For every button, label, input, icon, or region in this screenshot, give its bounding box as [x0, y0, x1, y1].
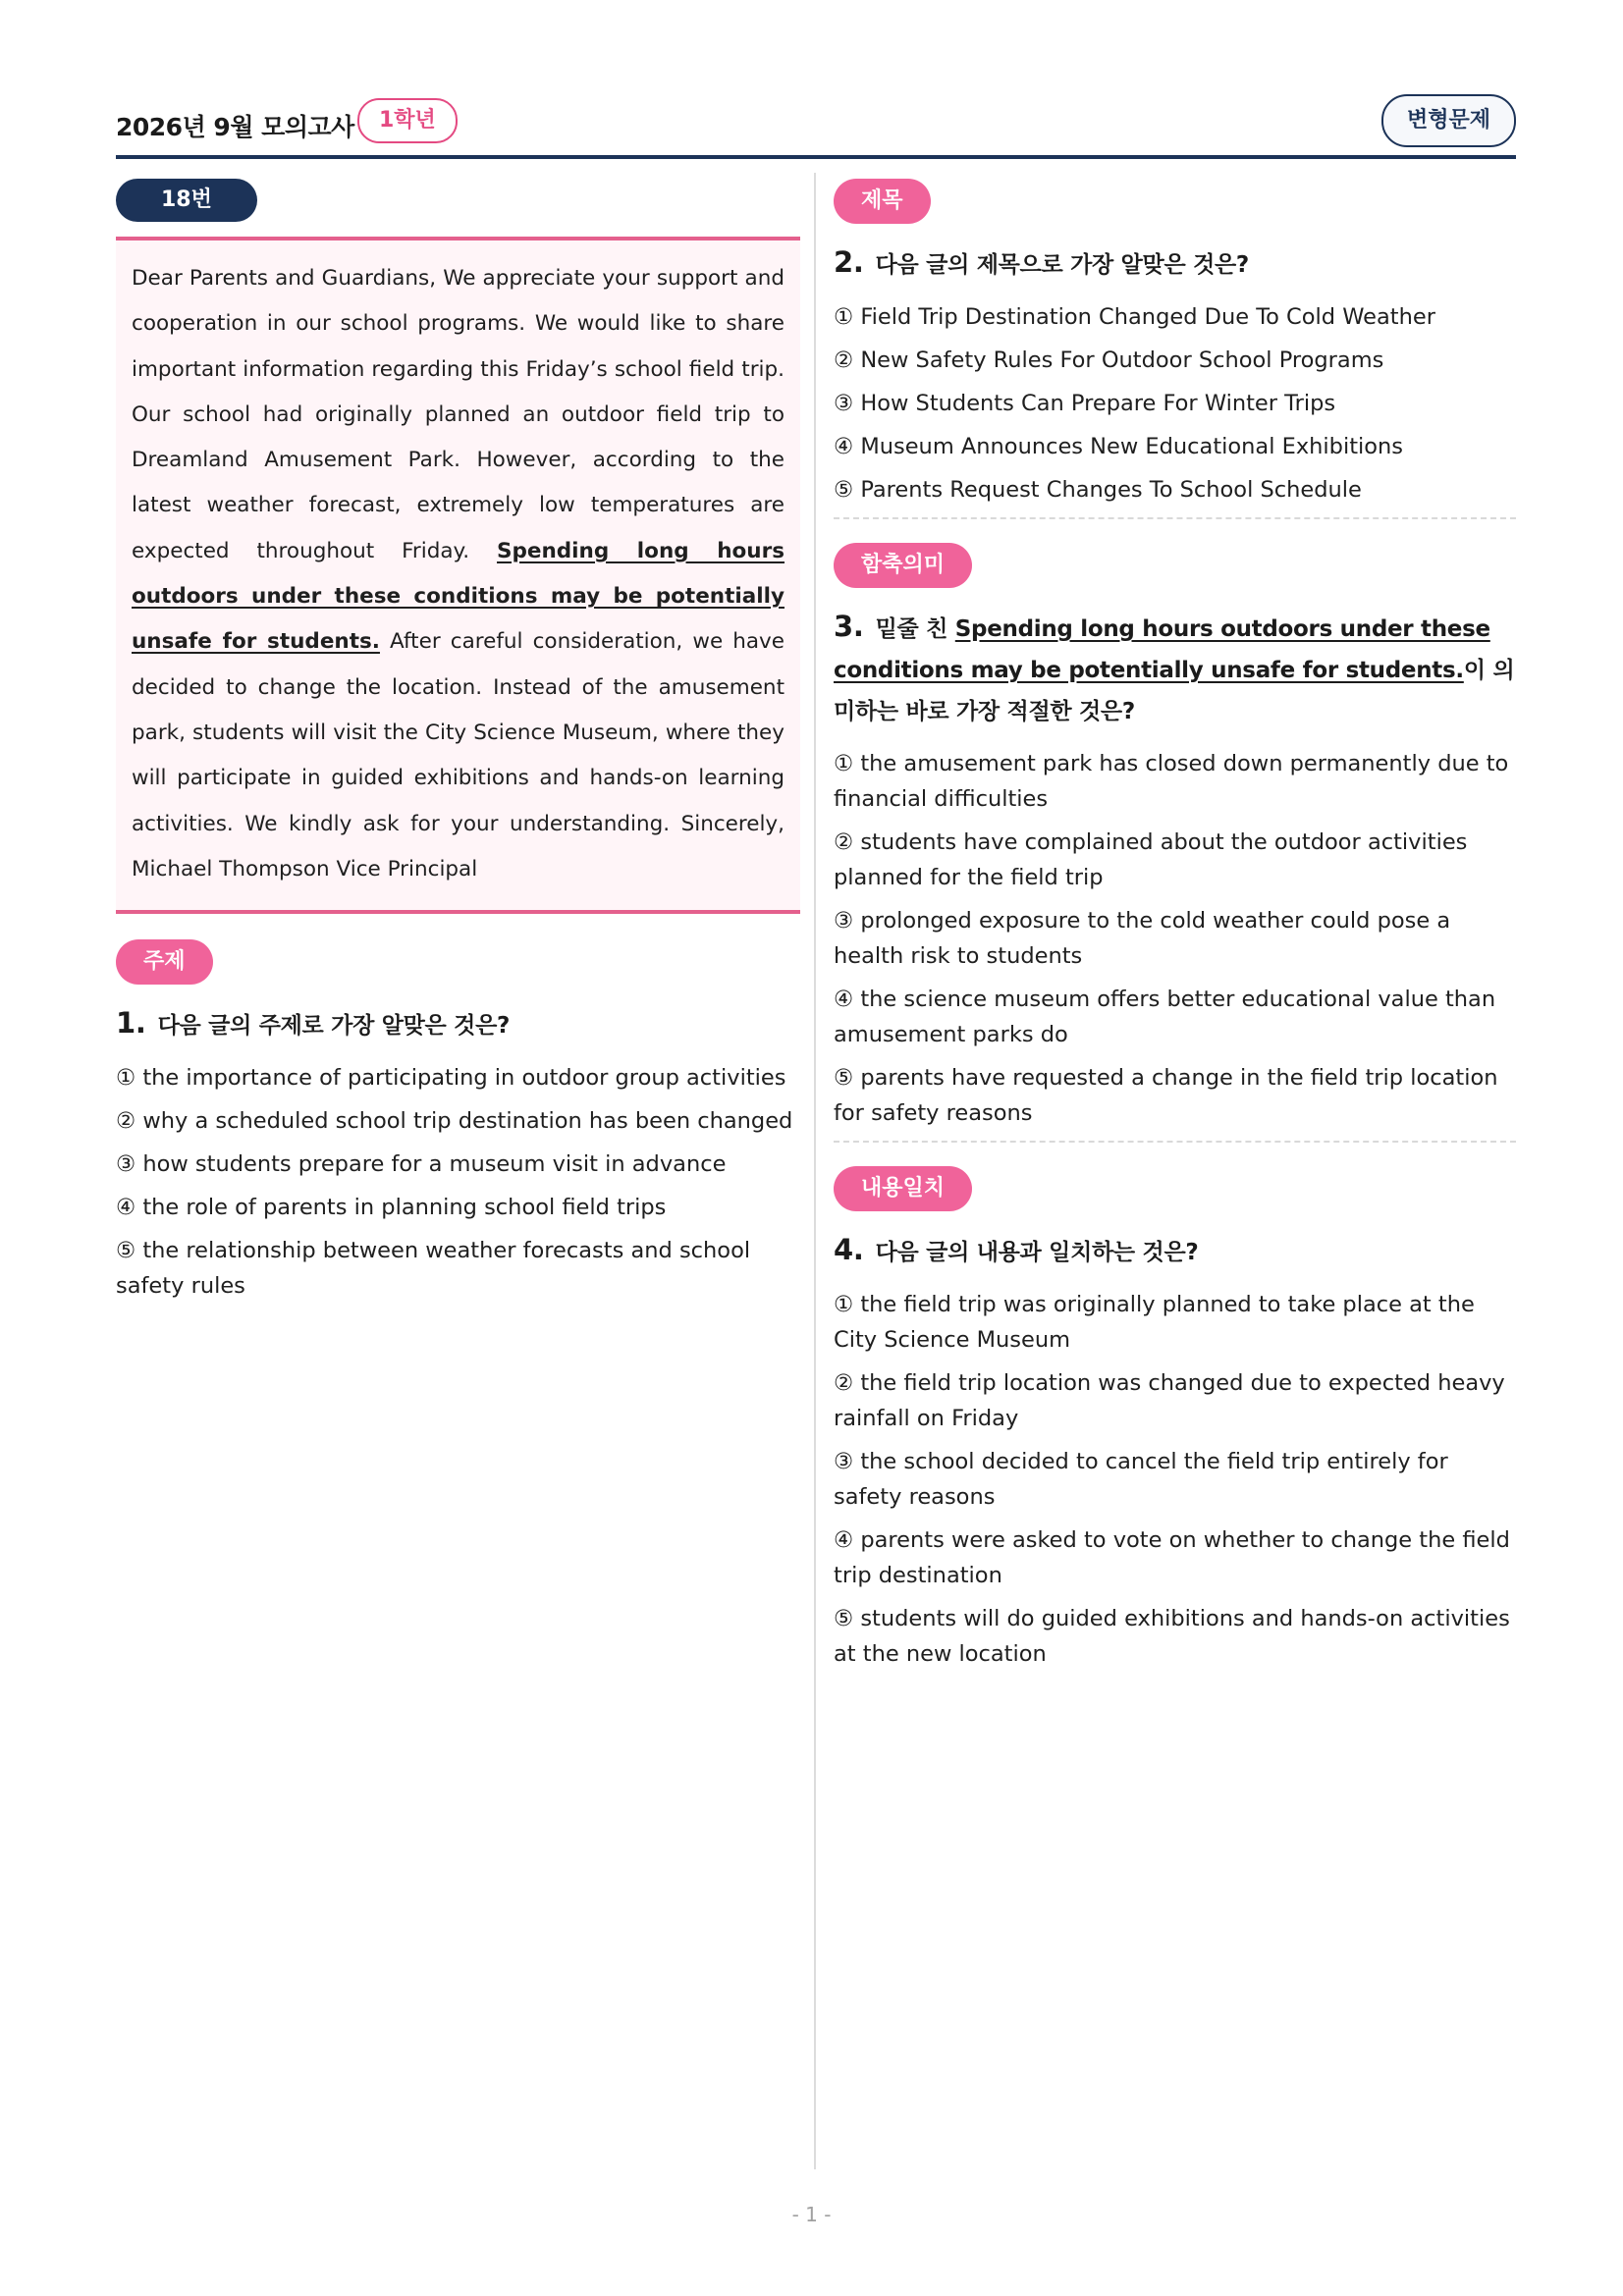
passage-underlined-sentence: Spending long hours outdoors under these conditions may be potentially unsafe for students. — [132, 538, 785, 655]
choice-item[interactable]: ⑤ students will do guided exhibitions and hands-on activities at the new location — [834, 1606, 1510, 1667]
choice-item[interactable]: ② why a scheduled school trip destination has been changed — [116, 1108, 793, 1135]
header-divider — [116, 155, 1516, 159]
variant-badge: 변형문제 — [1381, 94, 1516, 147]
question-text: 다음 글의 내용과 일치하는 것은? — [875, 1240, 1199, 1265]
question-text: 다음 글의 주제로 가장 알맞은 것은? — [157, 1013, 511, 1040]
choice-item[interactable]: ② students have complained about the outdoor activities planned for the field trip — [834, 829, 1468, 890]
passage-box — [116, 237, 800, 914]
choice-item[interactable]: ① the importance of participating in outdoor group activities — [116, 1065, 786, 1092]
question-text: 다음 글의 제목으로 가장 알맞은 것은? — [875, 252, 1249, 278]
question-number: 1. — [116, 1006, 146, 1041]
passage-text-after: After careful consideration, we have decided to change the location. Instead of the amusement park, students will visit the City Science Museum, where they will participate in guided exhibitions and hands-on learning activities. We kindly ask for your understanding. Sincerely, Michael Thompson Vice Principal — [132, 629, 784, 881]
choice-item[interactable]: ① Field Trip Destination Changed Due To Cold Weather — [834, 304, 1435, 330]
choice-list — [116, 1060, 800, 1304]
choice-list — [834, 1287, 1516, 1672]
section-separator — [834, 517, 1516, 519]
right-column — [834, 179, 1516, 1680]
choice-list — [834, 299, 1516, 507]
question-4 — [834, 1166, 1516, 1672]
choice-item[interactable]: ② the field trip location was changed due to expected heavy rainfall on Friday — [834, 1370, 1505, 1431]
choice-item[interactable]: ④ Museum Announces New Educational Exhibitions — [834, 434, 1404, 459]
exam-title: 2026년 9월 모의고사 — [116, 113, 354, 141]
choice-item[interactable]: ③ prolonged exposure to the cold weather could pose a health risk to students — [834, 908, 1451, 969]
choice-item[interactable]: ③ how students prepare for a museum visit in advance — [116, 1151, 727, 1178]
section-separator — [834, 1141, 1516, 1143]
choice-list — [834, 746, 1516, 1131]
left-column — [116, 179, 800, 1311]
question-number: 2. — [834, 245, 864, 279]
choice-item[interactable]: ③ the school decided to cancel the field trip entirely for safety reasons — [834, 1449, 1448, 1510]
choice-item[interactable]: ⑤ the relationship between weather forecasts and school safety rules — [116, 1238, 751, 1300]
question-title — [116, 1002, 800, 1046]
question-underlined-sentence: Spending long hours outdoors under these conditions may be potentially unsafe for students. — [834, 616, 1490, 683]
choice-item[interactable]: ④ the role of parents in planning school field trips — [116, 1195, 667, 1221]
question-number: 4. — [834, 1233, 864, 1266]
page-number: - 1 - — [791, 2203, 832, 2226]
choice-item[interactable]: ⑤ Parents Request Changes To School Schedule — [834, 477, 1362, 503]
question-2 — [834, 179, 1516, 507]
choice-item[interactable]: ① the amusement park has closed down permanently due to financial difficulties — [834, 751, 1509, 812]
question-1 — [116, 939, 800, 1304]
choice-item[interactable]: ① the field trip was originally planned to take place at the City Science Museum — [834, 1292, 1475, 1353]
question-3 — [834, 543, 1516, 1131]
question-prefix: 밑줄 친 — [875, 616, 955, 642]
choice-item[interactable]: ⑤ parents have requested a change in the field trip location for safety reasons — [834, 1065, 1498, 1126]
choice-item[interactable]: ④ parents were asked to vote on whether to change the field trip destination — [834, 1527, 1510, 1588]
question-suffix: 이 의미하는 바로 가장 적절한 것은? — [834, 658, 1515, 724]
question-title — [834, 606, 1516, 732]
choice-item[interactable]: ④ the science museum offers better educational value than amusement parks do — [834, 987, 1496, 1047]
category-pill: 함축의미 — [834, 543, 972, 588]
question-title — [834, 241, 1516, 286]
choice-item[interactable]: ③ How Students Can Prepare For Winter Trips — [834, 391, 1336, 416]
question-number: 3. — [834, 610, 864, 643]
passage-number-badge: 18번 — [116, 179, 257, 222]
question-title — [834, 1229, 1516, 1273]
category-pill: 제목 — [834, 179, 931, 224]
grade-badge: 1학년 — [357, 98, 458, 143]
category-pill: 주제 — [116, 939, 213, 985]
category-pill: 내용일치 — [834, 1166, 972, 1211]
page-header — [116, 96, 1516, 157]
choice-item[interactable]: ② New Safety Rules For Outdoor School Programs — [834, 347, 1384, 373]
passage-text-before: Dear Parents and Guardians, We appreciate your support and cooperation in our school programs. We would like to share important information regarding this Friday’s school field trip. Our school had originally planned an outdoor field trip to Dreamland Amusement Park. However, according to the latest weather forecast, extremely low temperatures are expected throughout Friday. — [132, 266, 784, 563]
column-divider — [814, 173, 816, 2169]
